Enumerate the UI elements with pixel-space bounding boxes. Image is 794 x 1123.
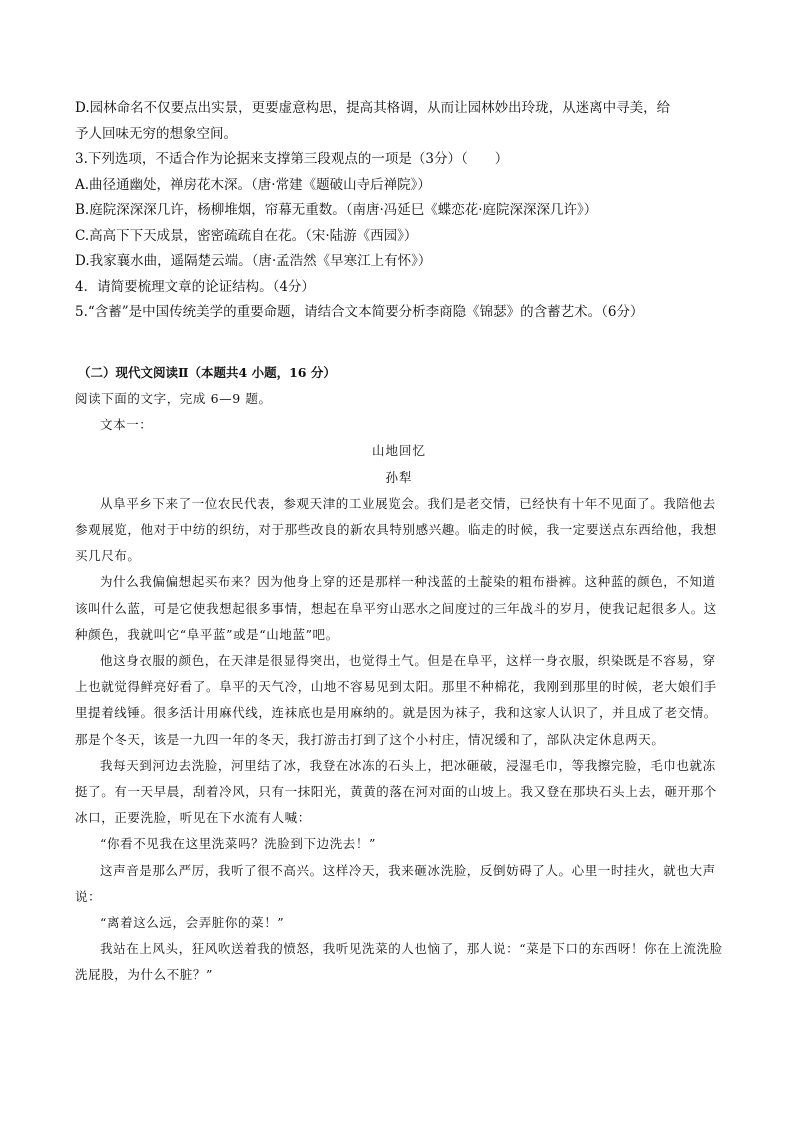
story-paragraph-1: 从阜平乡下来了一位农民代表，参观天津的工业展览会。我们是老交情，已经快有十年不见面了。我陪他去参观展览，他对于中纺的织纺，对于那些改良的新农具特别感兴趣。临走的时候，我一定要送点东西给他，我想买几尺布。 (75, 495, 717, 564)
questions-section (75, 96, 723, 326)
story-paragraph-4: 我每天到河边去洗脸，河里结了冰，我登在冰冻的石头上，把冰砸破，浸湿毛巾，等我擦完脸，毛巾也就冻挺了。有一天早晨，刮着冷风，只有一抹阳光，黄黄的落在河对面的山坡上。我又登在那块石头上去，砸开那个冰口，正要洗脸，听见在下水流有人喊： (75, 757, 717, 826)
story-paragraph-6: 这声音是那么严厉，我听了很不高兴。这样冷天，我来砸冰洗脸，反倒妨碍了人。心里一时挂火，就也大声说： (75, 862, 716, 904)
question-3-option-a: A.曲径通幽处，禅房花木深。（唐·常建《题破山寺后禅院》） (75, 176, 431, 193)
question-3-option-b: B.庭院深深深几许，杨柳堆烟，帘幕无重数。（南唐·冯延巳《蝶恋花·庭院深深深几许》） (75, 202, 598, 218)
story-author: 孙犁 (385, 469, 413, 485)
story-paragraph-5: “你看不见我在这里洗菜吗？洗脸到下边洗去！” (100, 836, 376, 852)
option-d-text: D.园林命名不仅要点出实景，更要虚意构思，提高其格调，从而让园林妙出玲珑，从迷离中寻美，给 予人回味无穷的想象空间。 (75, 100, 671, 142)
story-paragraph-3: 他这身衣服的颜色，在天津是很显得突出，也觉得土气。但是在阜平，这样一身衣服，织染既是不容易，穿上也就觉得鲜亮好看了。阜平的天气冷，山地不容易见到太阳。那里不种棉花，我刚到那里的时候，老大娘们手里提着线锤。很多活计用麻代线，连袜底也是用麻纳的。就是因为袜子，我和这家人认识了，并且成了老交情。那是个冬天，该是一九四一年的冬天，我打游击打到了这个小村庄，情况缓和了，部队决定休息两天。 (75, 653, 717, 747)
instruction: 阅读下面的文字，完成 6—9 题。 (75, 391, 272, 406)
section-title: （二）现代文阅读Ⅱ（本题共4 小题，16 分） (78, 365, 336, 380)
question-5: 5.“含蓄”是中国传统美学的重要命题，请结合文本简要分析李商隐《锦瑟》的含蓄艺术。（6分） (75, 304, 644, 320)
text-label: 文本一： (100, 417, 153, 433)
reading-passage (75, 386, 723, 989)
story-paragraph-2: 为什么我偏偏想起买布来？因为他身上穿的还是那样一种浅蓝的土靛染的粗布褂裤。这种蓝的颜色，不知道该叫什么蓝，可是它使我想起很多事情，想起在阜平穷山恶水之间度过的三年战斗的岁月，使我记起很多人。这种颜色，我就叫它“阜平蓝”或是“山地蓝”吧。 (75, 574, 717, 642)
question-4: 4．请简要梳理文章的论证结构。（4分） (75, 278, 315, 295)
question-3-option-d: D.我家襄水曲，遥隔楚云端。（唐·孟浩然《早寒江上有怀》） (75, 253, 432, 269)
story-title: 山地回忆 (371, 443, 426, 459)
story-paragraph-8: 我站在上风头，狂风吹送着我的愤怒，我听见洗菜的人也恼了，那人说：“菜是下口的东西呀！你在上流洗脸洗屁股，为什么不脏？” (75, 941, 723, 983)
question-3-option-c: C.高高下下天成景，密密疏疏自在花。（宋·陆游《西园》） (75, 227, 418, 244)
question-3-stem: 3.下列选项，不适合作为论据来支撑第三段观点的一项是（3分）（ ） (75, 151, 509, 167)
story-paragraph-7: “离着这么远，会弄脏你的菜！” (100, 915, 285, 931)
